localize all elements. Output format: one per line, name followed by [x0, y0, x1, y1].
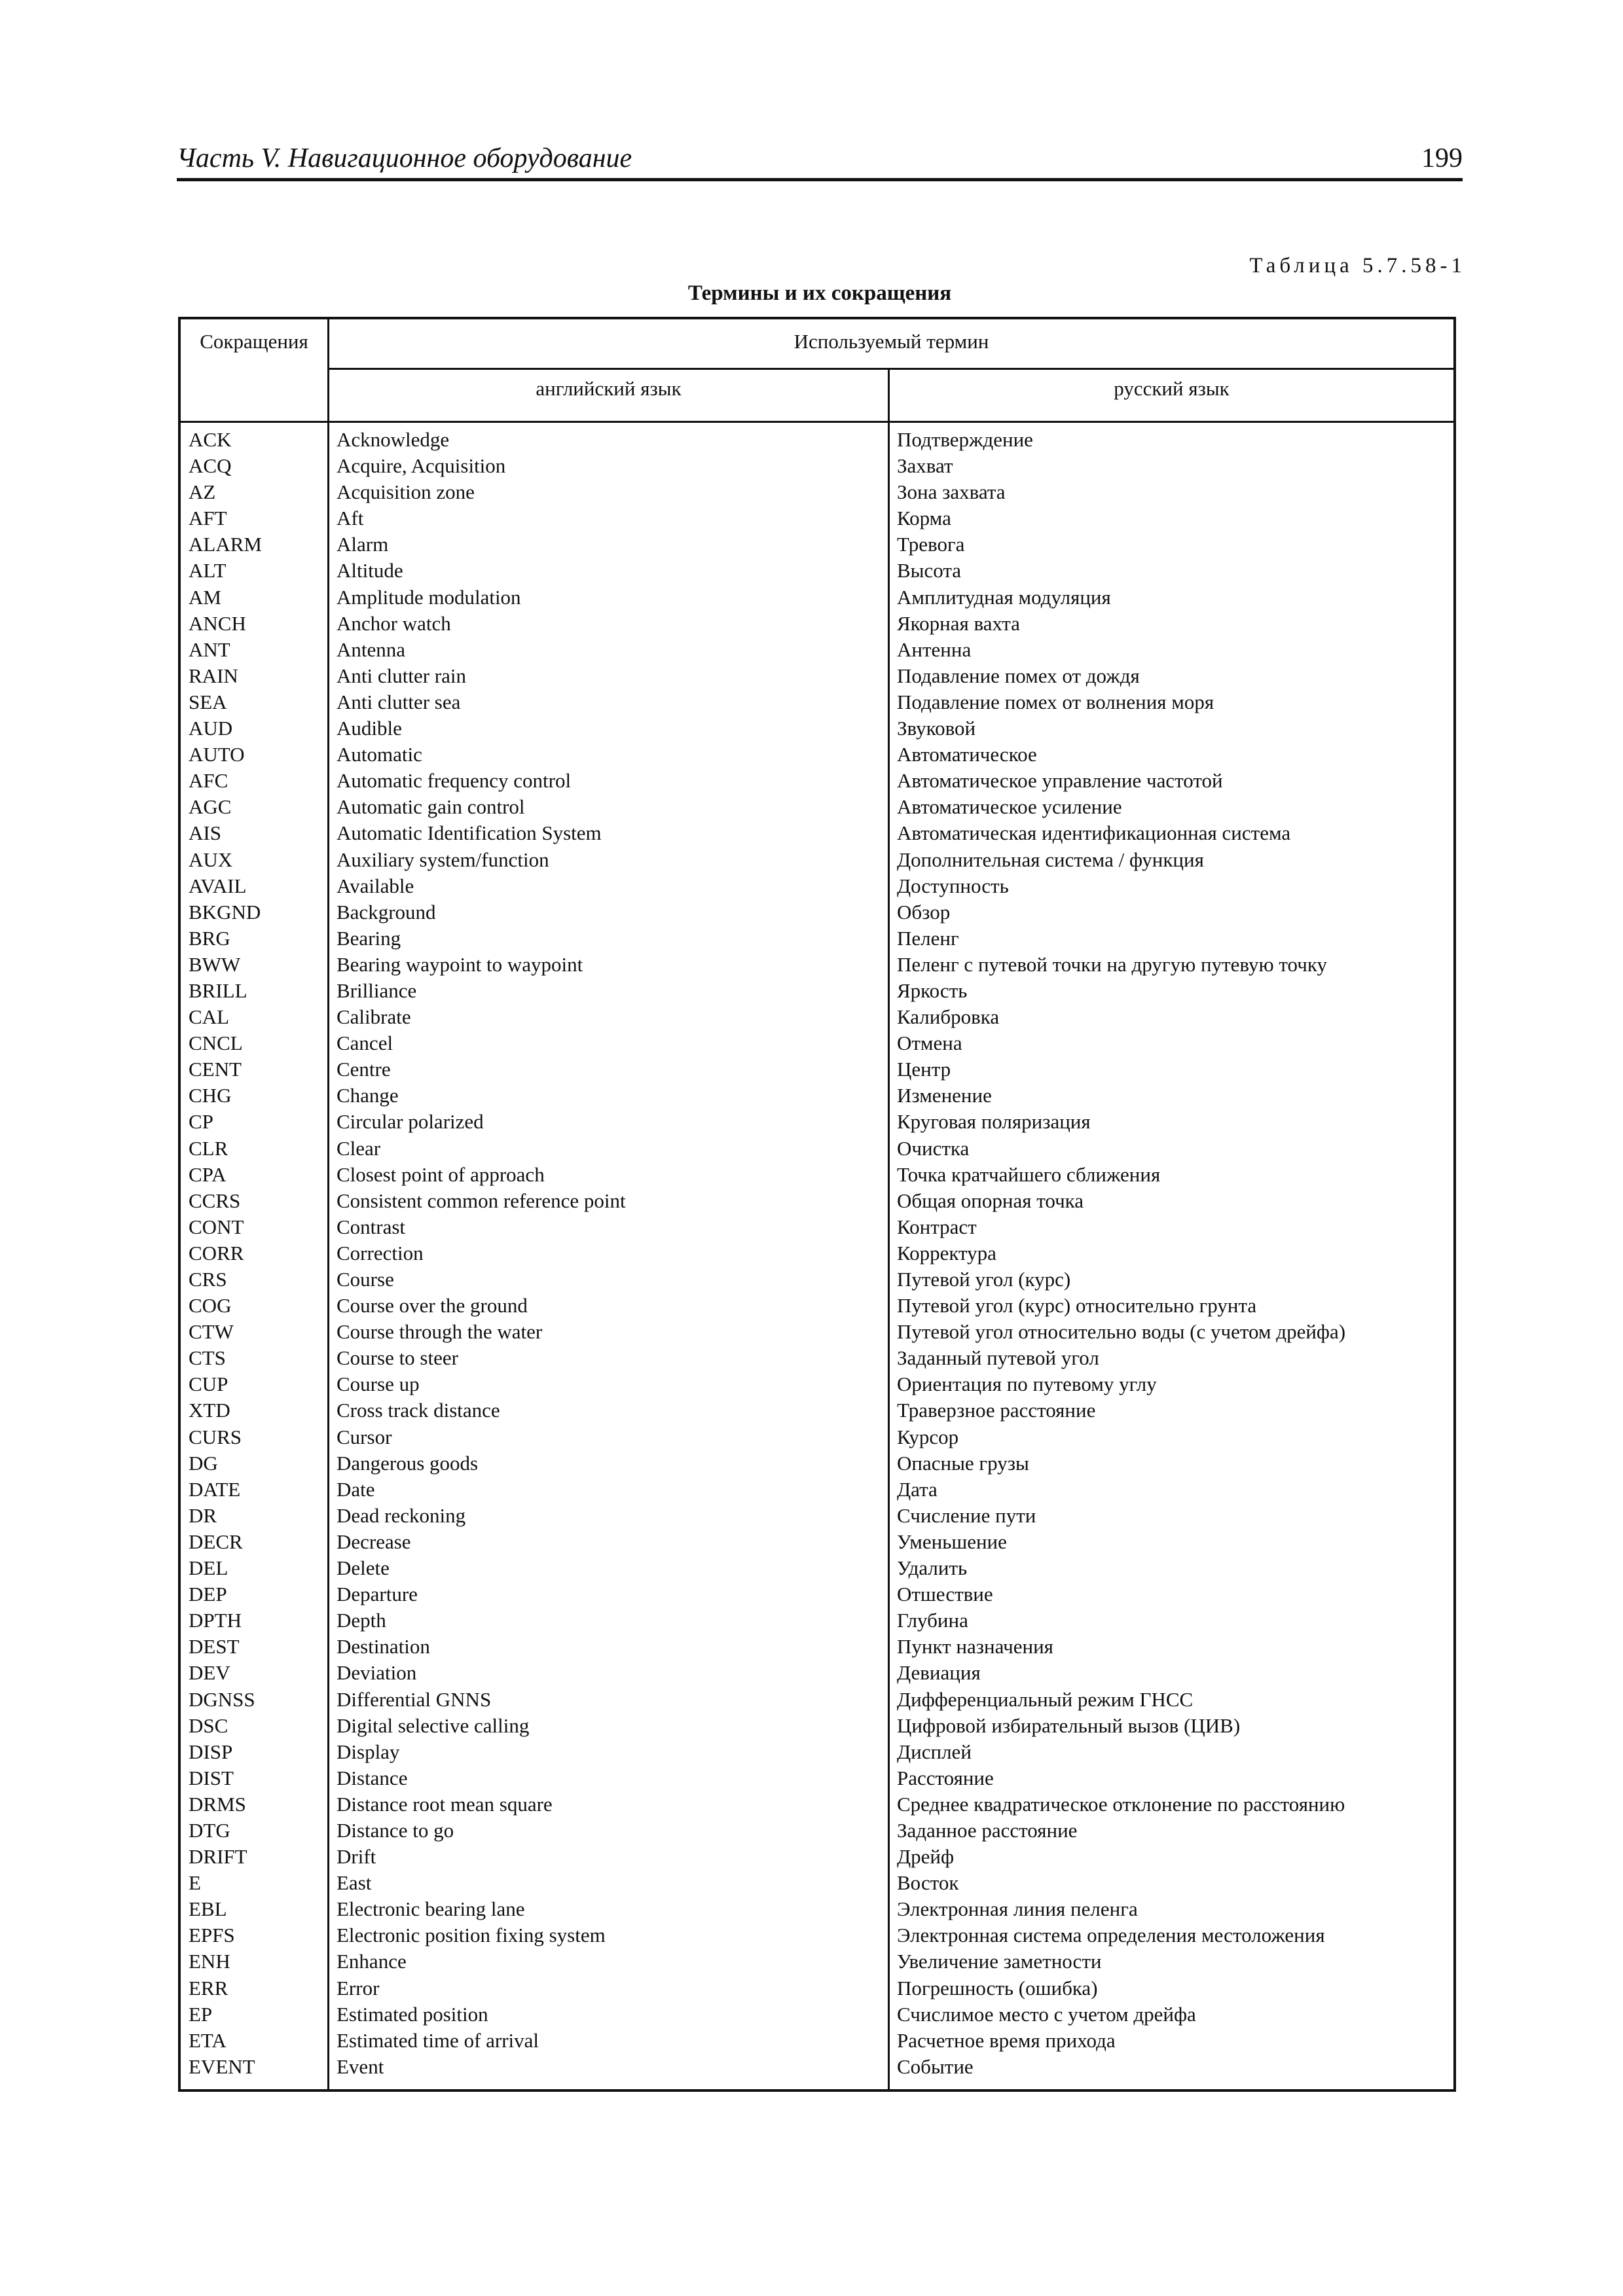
table-row: [181, 899, 1453, 925]
page-header: [177, 143, 1463, 181]
table-row: [181, 1188, 1453, 1214]
english-term-cell: Bearing: [337, 926, 401, 950]
english-term-cell: Deviation: [337, 1661, 417, 1685]
russian-term-cell: Девиация: [897, 1661, 981, 1685]
russian-term-cell: Корректура: [897, 1241, 996, 1265]
russian-term-cell: Дисплей: [897, 1740, 972, 1763]
abbreviation-cell: CRS: [189, 1268, 227, 1291]
russian-term-cell: Изменение: [897, 1084, 992, 1107]
table-row: [181, 637, 1453, 663]
abbreviation-cell: CP: [189, 1110, 213, 1134]
english-term-cell: Brilliance: [337, 978, 417, 1002]
russian-term-cell: Контраст: [897, 1215, 977, 1238]
english-term-cell: Distance: [337, 1766, 408, 1789]
abbreviation-cell: DRMS: [189, 1792, 246, 1816]
table-row: [181, 1948, 1453, 1975]
russian-term-cell: Цифровой избирательный вызов (ЦИВ): [897, 1713, 1241, 1737]
table-row: [181, 1136, 1453, 1162]
russian-term-cell: Центр: [897, 1058, 951, 1081]
table-row: [181, 1109, 1453, 1135]
abbreviation-cell: CPA: [189, 1162, 227, 1186]
table-row: [181, 1975, 1453, 2001]
table-row: [181, 1713, 1453, 1739]
russian-term-cell: Дата: [897, 1477, 938, 1501]
russian-term-cell: Пункт назначения: [897, 1635, 1053, 1659]
table-row: [181, 1450, 1453, 1477]
table-row: [181, 1083, 1453, 1109]
russian-term-cell: Ориентация по путевому углу: [897, 1372, 1157, 1396]
english-term-cell: Aft: [337, 507, 364, 530]
abbreviation-cell: DGNSS: [189, 1687, 255, 1711]
abbreviation-cell: DG: [189, 1451, 218, 1475]
table-row: [181, 558, 1453, 584]
abbreviation-cell: EPFS: [189, 1924, 235, 1947]
header-term: Используемый термин: [793, 330, 989, 353]
terms-table: [178, 317, 1456, 2092]
table-row: [181, 611, 1453, 637]
russian-term-cell: Путевой угол (курс) относительно грунта: [897, 1294, 1257, 1318]
english-term-cell: Centre: [337, 1058, 391, 1081]
russian-term-cell: Курсор: [897, 1425, 959, 1448]
table-row: [181, 1004, 1453, 1030]
russian-term-cell: Автоматическое управление частотой: [897, 769, 1223, 793]
abbreviation-cell: DTG: [189, 1818, 230, 1842]
table-row: [181, 663, 1453, 689]
russian-term-cell: Калибровка: [897, 1005, 1000, 1029]
english-term-cell: East: [337, 1871, 372, 1895]
abbreviation-cell: CCRS: [189, 1189, 241, 1212]
abbreviation-cell: DSC: [189, 1713, 228, 1737]
table-row: [181, 1424, 1453, 1450]
abbreviation-cell: ALARM: [189, 533, 262, 556]
russian-term-cell: Антенна: [897, 637, 972, 661]
russian-term-cell: Звуковой: [897, 717, 976, 740]
abbreviation-cell: AVAIL: [189, 874, 247, 897]
table-row: [181, 1607, 1453, 1634]
table-row: [181, 453, 1453, 479]
english-term-cell: Depth: [337, 1609, 386, 1632]
abbreviation-cell: DEP: [189, 1583, 227, 1606]
table-row: [181, 479, 1453, 505]
english-term-cell: Distance to go: [337, 1818, 454, 1842]
english-term-cell: Amplitude modulation: [337, 585, 521, 609]
table-row: [181, 1030, 1453, 1056]
english-term-cell: Cross track distance: [337, 1399, 500, 1422]
russian-term-cell: Глубина: [897, 1609, 968, 1632]
english-term-cell: Automatic: [337, 743, 422, 766]
russian-term-cell: Электронная система определения местоложения: [897, 1924, 1325, 1947]
abbreviation-cell: CURS: [189, 1425, 242, 1448]
russian-term-cell: Доступность: [897, 874, 1009, 897]
abbreviation-cell: BWW: [189, 952, 241, 976]
english-term-cell: Automatic gain control: [337, 795, 525, 819]
table-row: [181, 925, 1453, 952]
abbreviation-cell: AUD: [189, 717, 233, 740]
abbreviation-cell: EVENT: [189, 2054, 255, 2078]
abbreviation-cell: AGC: [189, 795, 232, 819]
russian-term-cell: Амплитудная модуляция: [897, 585, 1111, 609]
russian-term-cell: Траверзное расстояние: [897, 1399, 1096, 1422]
english-term-cell: Course over the ground: [337, 1294, 528, 1318]
table-row: [181, 1345, 1453, 1371]
english-term-cell: Event: [337, 2054, 384, 2078]
table-row: [181, 1477, 1453, 1503]
header-abbreviations: Сокращения: [200, 330, 308, 353]
abbreviation-cell: CTW: [189, 1320, 234, 1344]
abbreviation-cell: CONT: [189, 1215, 244, 1238]
abbreviation-cell: DIST: [189, 1766, 234, 1789]
russian-term-cell: Круговая поляризация: [897, 1110, 1091, 1134]
russian-term-cell: Счислимое место с учетом дрейфа: [897, 2002, 1196, 2026]
english-term-cell: Available: [337, 874, 414, 897]
russian-term-cell: Событие: [897, 2054, 974, 2078]
russian-term-cell: Увеличение заметности: [897, 1950, 1102, 1973]
abbreviation-cell: DEST: [189, 1635, 240, 1659]
abbreviation-cell: RAIN: [189, 664, 238, 687]
russian-term-cell: Отмена: [897, 1031, 962, 1055]
table-row: [181, 1922, 1453, 1948]
english-term-cell: Cursor: [337, 1425, 392, 1448]
abbreviation-cell: ACK: [189, 428, 232, 451]
abbreviation-cell: CLR: [189, 1136, 228, 1160]
table-body: [181, 427, 1453, 2080]
english-term-cell: Electronic position fixing system: [337, 1924, 606, 1947]
russian-term-cell: Якорная вахта: [897, 611, 1020, 635]
table-row: [181, 768, 1453, 794]
page-number: 199: [1421, 143, 1463, 173]
russian-term-cell: Путевой угол (курс): [897, 1268, 1071, 1291]
abbreviation-cell: CTS: [189, 1346, 226, 1370]
english-term-cell: Course up: [337, 1372, 420, 1396]
english-term-cell: Cancel: [337, 1031, 393, 1055]
english-term-cell: Acquire, Acquisition: [337, 454, 506, 478]
table-row: [181, 1266, 1453, 1293]
table-row: [181, 531, 1453, 558]
english-term-cell: Course: [337, 1268, 394, 1291]
russian-term-cell: Корма: [897, 507, 951, 530]
table-row: [181, 1765, 1453, 1791]
table-row: [181, 584, 1453, 611]
russian-term-cell: Опасные грузы: [897, 1451, 1029, 1475]
english-term-cell: Automatic frequency control: [337, 769, 572, 793]
english-term-cell: Consistent common reference point: [337, 1189, 626, 1212]
abbreviation-cell: ACQ: [189, 454, 232, 478]
russian-term-cell: Расчетное время прихода: [897, 2028, 1116, 2052]
russian-term-cell: Удалить: [897, 1556, 968, 1580]
russian-term-cell: Расстояние: [897, 1766, 994, 1789]
english-term-cell: Anti clutter sea: [337, 690, 461, 713]
english-term-cell: Bearing waypoint to waypoint: [337, 952, 583, 976]
abbreviation-cell: E: [189, 1871, 201, 1895]
russian-term-cell: Пеленг с путевой точки на другую путевую точку: [897, 952, 1327, 976]
russian-term-cell: Дрейф: [897, 1845, 955, 1869]
english-term-cell: Date: [337, 1477, 375, 1501]
abbreviation-cell: AUTO: [189, 743, 245, 766]
russian-term-cell: Точка кратчайшего сближения: [897, 1162, 1161, 1186]
abbreviation-cell: DISP: [189, 1740, 233, 1763]
table-row: [181, 1293, 1453, 1319]
english-term-cell: Auxiliary system/function: [337, 848, 549, 871]
table-row: [181, 1660, 1453, 1686]
english-term-cell: Course through the water: [337, 1320, 543, 1344]
russian-term-cell: Подтверждение: [897, 428, 1033, 451]
russian-term-cell: Подавление помех от волнения моря: [897, 690, 1214, 713]
russian-term-cell: Погрешность (ошибка): [897, 1976, 1098, 2000]
english-term-cell: Correction: [337, 1241, 424, 1265]
russian-term-cell: Автоматическое: [897, 743, 1037, 766]
table-row: [181, 1634, 1453, 1660]
abbreviation-cell: DATE: [189, 1477, 241, 1501]
russian-term-cell: Восток: [897, 1871, 959, 1895]
english-term-cell: Dangerous goods: [337, 1451, 479, 1475]
table-row: [181, 1818, 1453, 1844]
table-row: [181, 794, 1453, 820]
russian-term-cell: Заданный путевой угол: [897, 1346, 1099, 1370]
english-term-cell: Audible: [337, 717, 402, 740]
russian-term-cell: Дифференциальный режим ГНСС: [897, 1687, 1194, 1711]
english-term-cell: Acquisition zone: [337, 480, 475, 504]
english-term-cell: Alarm: [337, 533, 389, 556]
russian-term-cell: Тревога: [897, 533, 965, 556]
abbreviation-cell: CUP: [189, 1372, 228, 1396]
abbreviation-cell: ANCH: [189, 611, 246, 635]
russian-term-cell: Пеленг: [897, 926, 959, 950]
table-row: [181, 1555, 1453, 1581]
table-row: [181, 1687, 1453, 1713]
english-term-cell: Electronic bearing lane: [337, 1897, 525, 1921]
table-row: [181, 952, 1453, 978]
abbreviation-cell: ERR: [189, 1976, 228, 2000]
table-row: [181, 1870, 1453, 1896]
table-row: [181, 2028, 1453, 2054]
english-term-cell: Digital selective calling: [337, 1713, 530, 1737]
english-term-cell: Differential GNNS: [337, 1687, 492, 1711]
russian-term-cell: Электронная линия пеленга: [897, 1897, 1138, 1921]
table-row: [181, 1240, 1453, 1266]
header-rule: [177, 178, 1463, 181]
english-term-cell: Background: [337, 900, 436, 924]
english-term-cell: Enhance: [337, 1950, 407, 1973]
russian-term-cell: Захват: [897, 454, 953, 478]
english-term-cell: Circular polarized: [337, 1110, 484, 1134]
table-row: [181, 1503, 1453, 1529]
english-term-cell: Error: [337, 1976, 380, 2000]
abbreviation-cell: BRILL: [189, 978, 247, 1002]
russian-term-cell: Счисление пути: [897, 1503, 1036, 1527]
english-term-cell: Automatic Identification System: [337, 821, 602, 845]
header-english: английский язык: [536, 377, 682, 400]
running-title: Часть V. Навигационное оборудование: [177, 143, 632, 173]
abbreviation-cell: AM: [189, 585, 221, 609]
abbreviation-cell: XTD: [189, 1399, 230, 1422]
english-term-cell: Closest point of approach: [337, 1162, 545, 1186]
table-caption: Термины и их сокращения: [687, 281, 952, 305]
russian-term-cell: Общая опорная точка: [897, 1189, 1084, 1212]
english-term-cell: Altitude: [337, 559, 403, 583]
abbreviation-cell: AFC: [189, 769, 228, 793]
abbreviation-cell: DPTH: [189, 1609, 242, 1632]
header-divider: [327, 368, 1453, 370]
abbreviation-cell: ALT: [189, 559, 227, 583]
abbreviation-cell: CENT: [189, 1058, 242, 1081]
english-term-cell: Change: [337, 1084, 399, 1107]
table-row: [181, 1214, 1453, 1240]
russian-term-cell: Высота: [897, 559, 962, 583]
table-row: [181, 1397, 1453, 1424]
table-id: Таблица 5.7.58-1: [1249, 254, 1466, 278]
english-term-cell: Clear: [337, 1136, 381, 1160]
abbreviation-cell: ANT: [189, 637, 230, 661]
table-row: [181, 1739, 1453, 1765]
table-row: [181, 1529, 1453, 1555]
english-term-cell: Course to steer: [337, 1346, 458, 1370]
table-row: [181, 847, 1453, 873]
table-row: [181, 1162, 1453, 1188]
english-term-cell: Delete: [337, 1556, 390, 1580]
russian-term-cell: Подавление помех от дождя: [897, 664, 1140, 687]
abbreviation-cell: AZ: [189, 480, 216, 504]
english-term-cell: Drift: [337, 1845, 376, 1869]
russian-term-cell: Уменьшение: [897, 1530, 1007, 1553]
russian-term-cell: Яркость: [897, 978, 968, 1002]
russian-term-cell: Очистка: [897, 1136, 970, 1160]
abbreviation-cell: SEA: [189, 690, 227, 713]
russian-term-cell: Отшествие: [897, 1583, 993, 1606]
english-term-cell: Dead reckoning: [337, 1503, 466, 1527]
table-row: [181, 505, 1453, 531]
english-term-cell: Contrast: [337, 1215, 406, 1238]
russian-term-cell: Заданное расстояние: [897, 1818, 1078, 1842]
english-term-cell: Destination: [337, 1635, 430, 1659]
russian-term-cell: Среднее квадратическое отклонение по расстоянию: [897, 1792, 1345, 1816]
english-term-cell: Departure: [337, 1583, 418, 1606]
abbreviation-cell: CHG: [189, 1084, 232, 1107]
abbreviation-cell: AFT: [189, 507, 227, 530]
table-row: [181, 1319, 1453, 1345]
abbreviation-cell: DEL: [189, 1556, 228, 1580]
english-term-cell: Display: [337, 1740, 400, 1763]
russian-term-cell: Путевой угол относительно воды (с учетом дрейфа): [897, 1320, 1346, 1344]
russian-term-cell: Автоматическое усиление: [897, 795, 1122, 819]
abbreviation-cell: EP: [189, 2002, 213, 2026]
russian-term-cell: Дополнительная система / функция: [897, 848, 1204, 871]
table-row: [181, 1371, 1453, 1397]
abbreviation-cell: ETA: [189, 2028, 227, 2052]
table-row: [181, 978, 1453, 1004]
abbreviation-cell: AIS: [189, 821, 221, 845]
english-term-cell: Antenna: [337, 637, 406, 661]
table-row: [181, 1056, 1453, 1083]
abbreviation-cell: DECR: [189, 1530, 243, 1553]
header-divider: [181, 421, 1453, 423]
russian-term-cell: Автоматическая идентификационная система: [897, 821, 1291, 845]
table-row: [181, 715, 1453, 742]
header-russian: русский язык: [1114, 377, 1230, 400]
russian-term-cell: Обзор: [897, 900, 951, 924]
abbreviation-cell: ENH: [189, 1950, 230, 1973]
russian-term-cell: Зона захвата: [897, 480, 1006, 504]
abbreviation-cell: DEV: [189, 1661, 230, 1685]
abbreviation-cell: EBL: [189, 1897, 227, 1921]
abbreviation-cell: CAL: [189, 1005, 229, 1029]
english-term-cell: Decrease: [337, 1530, 411, 1553]
abbreviation-cell: AUX: [189, 848, 233, 871]
table-row: [181, 1581, 1453, 1607]
english-term-cell: Estimated time of arrival: [337, 2028, 539, 2052]
abbreviation-cell: COG: [189, 1294, 232, 1318]
abbreviation-cell: DRIFT: [189, 1845, 247, 1869]
english-term-cell: Acknowledge: [337, 428, 450, 451]
english-term-cell: Estimated position: [337, 2002, 488, 2026]
table-row: [181, 1791, 1453, 1818]
table-row: [181, 427, 1453, 453]
abbreviation-cell: DR: [189, 1503, 217, 1527]
table-row: [181, 689, 1453, 715]
table-row: [181, 2001, 1453, 2028]
english-term-cell: Calibrate: [337, 1005, 411, 1029]
abbreviation-cell: BKGND: [189, 900, 261, 924]
english-term-cell: Anchor watch: [337, 611, 451, 635]
abbreviation-cell: BRG: [189, 926, 230, 950]
table-row: [181, 2054, 1453, 2080]
abbreviation-cell: CORR: [189, 1241, 244, 1265]
abbreviation-cell: CNCL: [189, 1031, 243, 1055]
table-row: [181, 742, 1453, 768]
table-row: [181, 1896, 1453, 1922]
table-row: [181, 873, 1453, 899]
english-term-cell: Anti clutter rain: [337, 664, 466, 687]
english-term-cell: Distance root mean square: [337, 1792, 553, 1816]
table-row: [181, 820, 1453, 846]
table-row: [181, 1844, 1453, 1870]
